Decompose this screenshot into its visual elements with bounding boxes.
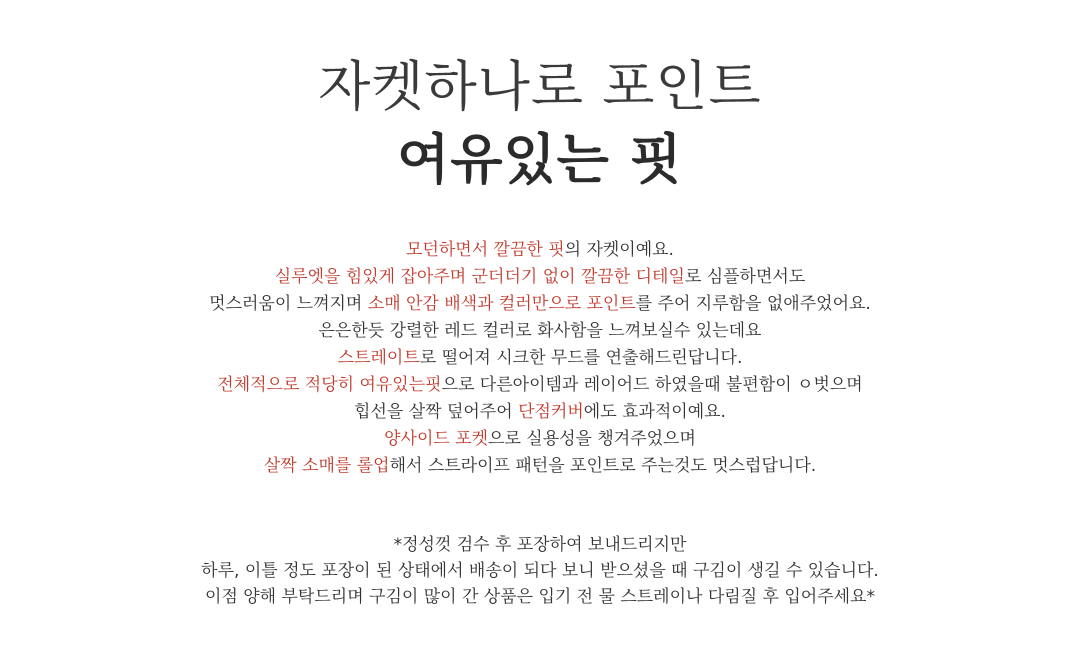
notice-line: 이점 양해 부탁드리며 구김이 많이 간 상품은 입기 전 물 스트레이나 다림질 후 입어주세요* [205, 587, 875, 607]
product-description [0, 237, 1080, 480]
plain-text: 를 주어 지루함을 없애주었어요. [635, 294, 871, 314]
plain-text: 으로 실용성을 챙겨주었으며 [488, 429, 696, 449]
description-line [0, 453, 1080, 480]
highlight-text: 살짝 소매를 롤업 [263, 456, 390, 476]
highlight-text: 소매 안감 배색과 컬러만으로 포인트 [367, 294, 636, 314]
description-line [0, 372, 1080, 399]
description-line [0, 345, 1080, 372]
plain-text: 힙선을 살짝 덮어주어 [354, 402, 519, 422]
highlight-text: 모던하면서 깔끔한 핏 [406, 240, 565, 260]
plain-text: 의 자켓이예요. [564, 240, 674, 260]
plain-text: 으로 다른아이템과 레이어드 하였을때 불편함이 ㅇ벗으며 [441, 375, 863, 395]
notice-line: 하루, 이틀 정도 포장이 된 상태에서 배송이 되다 보니 받으셨을 때 구김이 생길 수 있습니다. [201, 561, 879, 581]
plain-text: 로 떨어져 시크한 무드를 연출해드린답니다. [419, 348, 743, 368]
description-line [0, 264, 1080, 291]
description-line [0, 237, 1080, 264]
highlight-text: 양사이드 포켓 [384, 429, 489, 449]
plain-text: 해서 스트라이프 패턴을 포인트로 주는것도 멋스럽답니다. [389, 456, 817, 476]
headline-primary: 자켓하나로 포인트 [318, 55, 762, 118]
notice-line: *정성껏 검수 후 포장하여 보내드리지만 [393, 535, 687, 555]
highlight-text: 스트레이트 [337, 348, 420, 368]
highlight-text: 실루엣을 힘있게 잡아주며 군더더기 없이 깔끔한 디테일 [274, 267, 685, 287]
plain-text: 에도 효과적이예요. [583, 402, 726, 422]
highlight-text: 전체적으로 적당히 여유있는핏 [217, 375, 442, 395]
description-line [0, 399, 1080, 426]
plain-text: 로 심플하면서도 [684, 267, 806, 287]
description-line [0, 291, 1080, 318]
plain-text: 멋스러움이 느껴지며 [209, 294, 368, 314]
description-line: 은은한듯 강렬한 레드 컬러로 화사함을 느껴보실수 있는데요 [318, 321, 762, 341]
highlight-text: 단점커버 [518, 402, 584, 422]
headline-secondary: 여유있는 핏 [397, 128, 683, 191]
shipping-notice [0, 532, 1080, 610]
description-line [0, 426, 1080, 453]
